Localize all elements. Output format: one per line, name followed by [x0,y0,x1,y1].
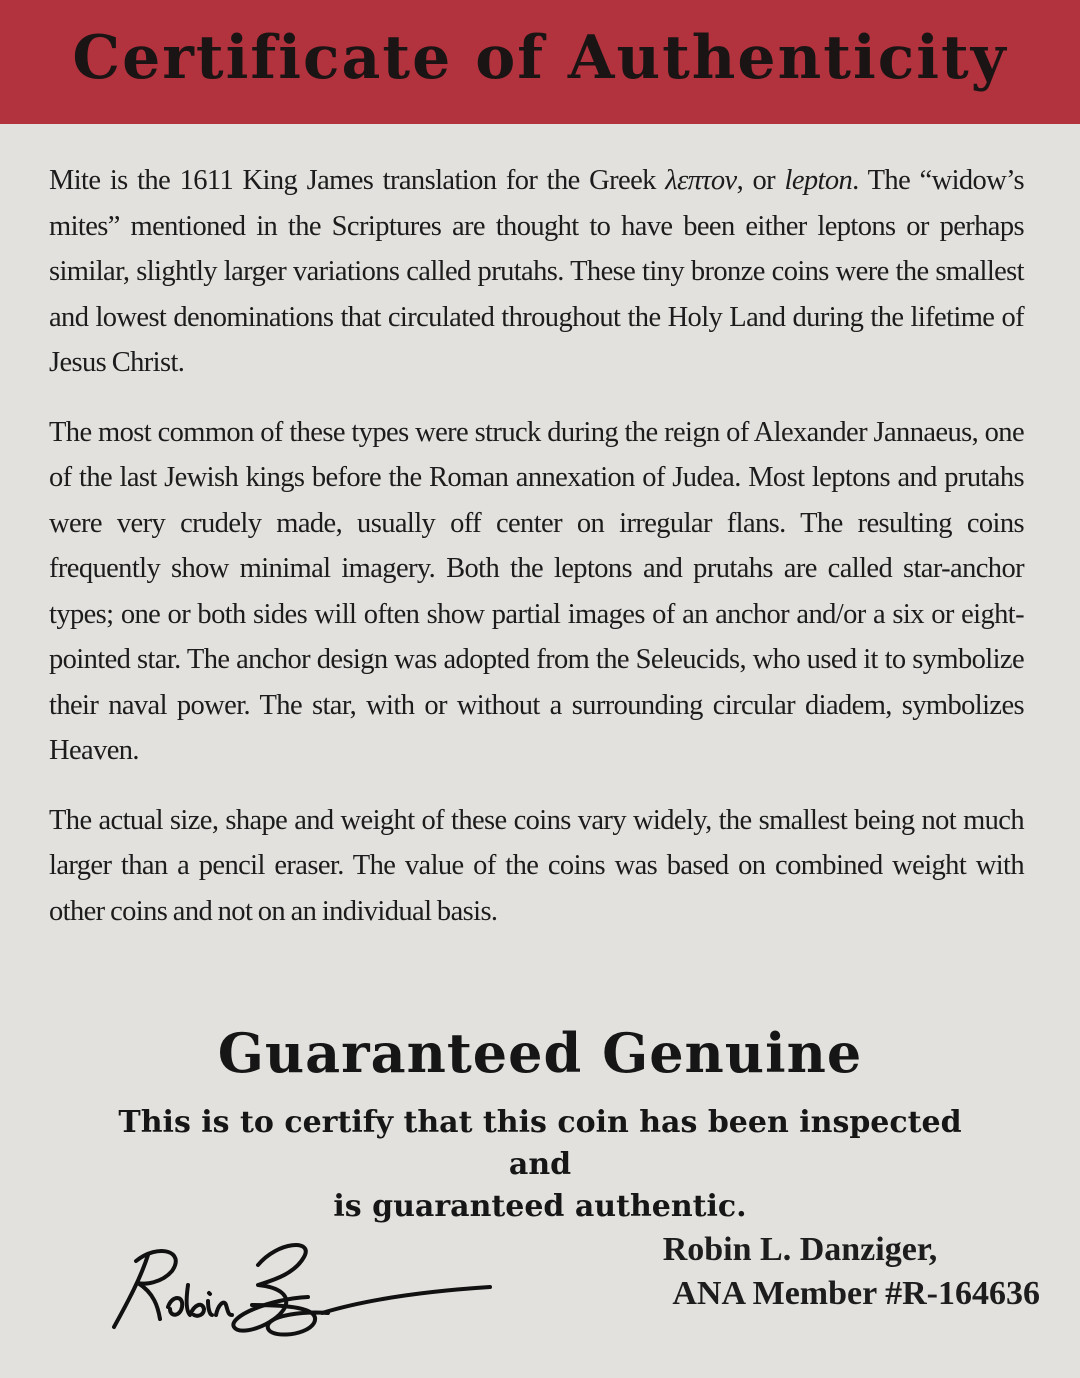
signature-graphic [108,1235,498,1350]
certification-statement [90,1102,990,1228]
paragraph-mite-definition [49,158,1024,386]
signature-scribble-obin [168,1285,232,1316]
paragraph-star-anchor-types: The most common of these types were struck during the reign of Alexander Jannaeus, one of the last Jewish kings before the Roman annexation of Judea. Most leptons and prutahs were very crudely made, usually off center on irregular flans. The resulting coins frequently show minimal imagery. Both the leptons and prutahs are called star-anchor types; one or both sides will often show partial images of an anchor and/or a six or eight-pointed star. The anchor design was adopted from the Seleucids, who used it to symbolize their naval power. The star, with or without a surrounding circular diadem, symbolizes Heaven. [49,416,1024,766]
paragraph-size-and-value: The actual size, shape and weight of these coins vary widely, the smallest being not much larger than a pencil eraser. The value of the coins was based on combined weight with other coins and not on an individual basis. [49,804,1024,927]
certificate-header [0,0,1080,124]
guarantee-section [0,1018,1080,1228]
signature-letter-r-stem [114,1255,148,1327]
signature-letter-d [233,1245,308,1331]
signature-lower-loops [252,1305,328,1335]
handwritten-signature [108,1235,498,1350]
paragraph-1-part-c: . The “widow’s mites” mentioned in the Scriptures are thought to have been either leptons or perhaps similar, slightly larger variations called prutahs. These tiny bronze coins were the smallest and lowest denominations that circulated throughout the Holy Land during the lifetime of Jesus Christ. [49,165,1024,378]
paragraph-1-part-b: , or [736,165,785,196]
certification-line-2: is guaranteed authentic. [333,1189,747,1224]
lepton-term: lepton [784,165,853,196]
signer-block [560,1228,1040,1316]
guaranteed-genuine-heading: Guaranteed Genuine [217,1021,863,1085]
signature-tail-stroke [322,1287,490,1313]
certificate-title: Certificate of Authenticity [72,23,1008,93]
certification-line-1: This is to certify that this coin has been inspected and [118,1105,962,1182]
greek-word-lepton: λεπτον [665,165,737,196]
signer-membership: ANA Member #R-164636 [672,1275,1040,1312]
paragraph-1-part-a: Mite is the 1611 King James translation for the Greek [49,165,666,196]
signer-name: Robin L. Danziger, [662,1231,938,1268]
certificate-body [49,158,1024,958]
